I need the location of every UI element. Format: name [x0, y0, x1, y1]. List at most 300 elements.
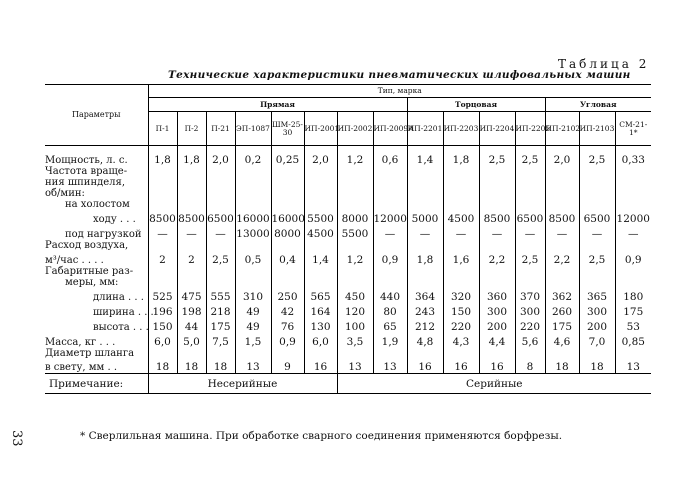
table-row — [45, 266, 651, 277]
value-cell — [443, 277, 479, 288]
value-cell — [337, 240, 373, 251]
value-cell — [545, 177, 579, 188]
value-cell — [235, 277, 271, 288]
value-cell: 4,3 — [443, 333, 479, 348]
value-cell — [579, 199, 615, 210]
value-cell: — — [443, 225, 479, 240]
value-cell — [148, 348, 177, 359]
model-header: ИП-2201 — [407, 112, 443, 146]
value-cell — [271, 177, 304, 188]
value-cell — [545, 266, 579, 277]
table-row — [45, 166, 651, 177]
value-cell — [515, 348, 545, 359]
value-cell: 130 — [304, 318, 337, 333]
param-label: Диаметр шланга — [45, 347, 135, 359]
value-cell: 1,6 — [443, 251, 479, 266]
value-cell: 362 — [545, 288, 579, 303]
value-cell: 2,5 — [515, 251, 545, 266]
value-cell — [177, 348, 206, 359]
value-cell — [373, 266, 407, 277]
value-cell: — — [148, 225, 177, 240]
value-cell: 13 — [373, 359, 407, 374]
value-cell: 16000 — [235, 210, 271, 225]
note-row — [45, 374, 651, 394]
value-cell — [206, 199, 235, 210]
value-cell: 2 — [148, 251, 177, 266]
value-cell — [615, 177, 651, 188]
value-cell — [337, 199, 373, 210]
value-cell — [235, 199, 271, 210]
model-header: ИП-2103 — [579, 112, 615, 146]
param-label: м³/час . . . . — [45, 254, 104, 266]
value-cell — [271, 348, 304, 359]
value-cell: 150 — [148, 318, 177, 333]
value-cell: 0,5 — [235, 251, 271, 266]
spec-table — [45, 84, 651, 394]
value-cell — [177, 240, 206, 251]
value-cell: 100 — [337, 318, 373, 333]
table-row — [45, 348, 651, 359]
value-cell — [304, 240, 337, 251]
value-cell: 475 — [177, 288, 206, 303]
model-header: ИП-2204 — [479, 112, 515, 146]
value-cell: 9 — [271, 359, 304, 374]
value-cell: 250 — [271, 288, 304, 303]
value-cell: 3,5 — [337, 333, 373, 348]
value-cell: 1,8 — [148, 146, 177, 166]
value-cell: — — [515, 225, 545, 240]
value-cell: 16 — [443, 359, 479, 374]
value-cell — [206, 277, 235, 288]
value-cell — [373, 277, 407, 288]
table-row — [45, 333, 651, 348]
value-cell — [304, 266, 337, 277]
param-label: Габаритные раз- — [45, 265, 134, 277]
value-cell: 6500 — [579, 210, 615, 225]
table-row — [45, 251, 651, 266]
value-cell — [479, 277, 515, 288]
value-cell — [443, 177, 479, 188]
value-cell — [479, 166, 515, 177]
value-cell — [337, 266, 373, 277]
page-number: 33 — [9, 430, 24, 447]
value-cell: 4,6 — [545, 333, 579, 348]
value-cell — [373, 177, 407, 188]
value-cell: 300 — [579, 303, 615, 318]
value-cell — [373, 240, 407, 251]
value-cell: 0,9 — [271, 333, 304, 348]
value-cell: 300 — [479, 303, 515, 318]
value-cell: 0,2 — [235, 146, 271, 166]
table-row — [45, 146, 651, 166]
note-label: Примечание: — [45, 374, 148, 394]
value-cell: — — [579, 225, 615, 240]
value-cell: 2,2 — [479, 251, 515, 266]
model-header: П-1 — [148, 112, 177, 146]
table-row — [45, 277, 651, 288]
value-cell: 7,0 — [579, 333, 615, 348]
value-cell — [615, 240, 651, 251]
value-cell: 2,5 — [479, 146, 515, 166]
value-cell — [235, 188, 271, 199]
table-caption: Технические характеристики пневматических шлифовальных машин — [168, 69, 631, 81]
value-cell — [515, 199, 545, 210]
table-row — [45, 188, 651, 199]
value-cell — [479, 348, 515, 359]
param-label: ширина . . . — [93, 306, 154, 318]
value-cell: 16000 — [271, 210, 304, 225]
value-cell: 198 — [177, 303, 206, 318]
value-cell: 220 — [443, 318, 479, 333]
value-cell — [235, 177, 271, 188]
value-cell: 44 — [177, 318, 206, 333]
value-cell — [148, 188, 177, 199]
value-cell — [515, 188, 545, 199]
value-cell: 5,6 — [515, 333, 545, 348]
table-row — [45, 225, 651, 240]
value-cell — [206, 166, 235, 177]
value-cell — [579, 277, 615, 288]
param-label: ния шпинделя, — [45, 176, 126, 188]
value-cell: 180 — [615, 288, 651, 303]
value-cell: 13 — [235, 359, 271, 374]
params-header: Параметры — [45, 85, 148, 146]
value-cell: 12000 — [373, 210, 407, 225]
value-cell: 365 — [579, 288, 615, 303]
value-cell: 260 — [545, 303, 579, 318]
value-cell — [407, 348, 443, 359]
table-row — [45, 210, 651, 225]
value-cell: 5500 — [337, 225, 373, 240]
value-cell — [373, 166, 407, 177]
value-cell — [545, 277, 579, 288]
value-cell: 18 — [177, 359, 206, 374]
value-cell: 13000 — [235, 225, 271, 240]
value-cell — [615, 277, 651, 288]
model-header: П-2 — [177, 112, 206, 146]
model-header: ИП-2203 — [443, 112, 479, 146]
value-cell: 0,33 — [615, 146, 651, 166]
value-cell — [337, 277, 373, 288]
value-cell — [235, 266, 271, 277]
table-label: Таблица 2 — [558, 57, 650, 71]
value-cell: 5000 — [407, 210, 443, 225]
value-cell — [515, 166, 545, 177]
value-cell: 18 — [148, 359, 177, 374]
value-cell — [206, 266, 235, 277]
group-straight-header: Прямая — [148, 98, 407, 112]
group-angle-header: Угловая — [545, 98, 651, 112]
value-cell: 8500 — [479, 210, 515, 225]
param-label: на холостом — [65, 198, 130, 210]
value-cell — [206, 188, 235, 199]
value-cell — [545, 166, 579, 177]
value-cell: 0,9 — [373, 251, 407, 266]
value-cell: 2 — [177, 251, 206, 266]
value-cell — [177, 166, 206, 177]
value-cell — [579, 166, 615, 177]
value-cell — [407, 188, 443, 199]
value-cell: 18 — [579, 359, 615, 374]
value-cell — [479, 199, 515, 210]
value-cell: 310 — [235, 288, 271, 303]
param-label: длина . . . — [93, 291, 144, 303]
value-cell: 164 — [304, 303, 337, 318]
param-label: Мощность, л. с. — [45, 154, 128, 166]
value-cell — [579, 348, 615, 359]
value-cell — [304, 166, 337, 177]
value-cell: 4,4 — [479, 333, 515, 348]
value-cell: 2,0 — [206, 146, 235, 166]
value-cell — [443, 348, 479, 359]
value-cell: — — [206, 225, 235, 240]
table-row — [45, 177, 651, 188]
value-cell — [443, 199, 479, 210]
param-label: Расход воздуха, — [45, 239, 129, 251]
table-row — [45, 318, 651, 333]
value-cell — [373, 188, 407, 199]
value-cell — [304, 348, 337, 359]
value-cell — [148, 277, 177, 288]
value-cell: 7,5 — [206, 333, 235, 348]
value-cell — [515, 277, 545, 288]
value-cell: — — [615, 225, 651, 240]
model-header: ЭП-1087 — [235, 112, 271, 146]
value-cell: 1,5 — [235, 333, 271, 348]
value-cell — [443, 240, 479, 251]
model-header: ИП-2205 — [515, 112, 545, 146]
value-cell: 8 — [515, 359, 545, 374]
value-cell: 175 — [206, 318, 235, 333]
param-label: Масса, кг . . . — [45, 336, 116, 348]
value-cell: 5,0 — [177, 333, 206, 348]
value-cell: — — [545, 225, 579, 240]
value-cell: 16 — [304, 359, 337, 374]
param-label: в свету, мм . . — [45, 362, 118, 373]
value-cell — [271, 199, 304, 210]
type-mark-header: Тип, марка — [148, 85, 651, 98]
value-cell: 6,0 — [304, 333, 337, 348]
value-cell: 555 — [206, 288, 235, 303]
value-cell: 0,4 — [271, 251, 304, 266]
value-cell: 320 — [443, 288, 479, 303]
value-cell: 0,9 — [615, 251, 651, 266]
value-cell — [337, 166, 373, 177]
value-cell: 4500 — [443, 210, 479, 225]
value-cell: 2,5 — [579, 251, 615, 266]
value-cell: 175 — [545, 318, 579, 333]
value-cell — [373, 348, 407, 359]
value-cell: 18 — [206, 359, 235, 374]
value-cell — [579, 177, 615, 188]
value-cell: — — [407, 225, 443, 240]
table-row — [45, 359, 651, 374]
value-cell: 1,8 — [177, 146, 206, 166]
param-label: ходу . . . — [93, 213, 136, 225]
model-header: ИП-2102 — [545, 112, 579, 146]
value-cell: 440 — [373, 288, 407, 303]
value-cell — [479, 240, 515, 251]
value-cell — [545, 199, 579, 210]
value-cell: 1,4 — [304, 251, 337, 266]
value-cell: 212 — [407, 318, 443, 333]
value-cell: 150 — [443, 303, 479, 318]
value-cell — [579, 266, 615, 277]
model-header: ИП-2001 — [304, 112, 337, 146]
table-row — [45, 303, 651, 318]
value-cell: 8500 — [545, 210, 579, 225]
value-cell — [407, 177, 443, 188]
value-cell — [479, 266, 515, 277]
value-cell — [615, 166, 651, 177]
value-cell: 18 — [545, 359, 579, 374]
value-cell — [177, 188, 206, 199]
value-cell: 6500 — [206, 210, 235, 225]
value-cell — [206, 240, 235, 251]
value-cell — [235, 166, 271, 177]
footnote: * Сверлильная машина. При обработке сварного соединения применяются борфрезы. — [80, 430, 563, 442]
value-cell — [271, 240, 304, 251]
value-cell: 2,5 — [579, 146, 615, 166]
value-cell — [479, 188, 515, 199]
value-cell: 360 — [479, 288, 515, 303]
value-cell: 13 — [615, 359, 651, 374]
table-row — [45, 288, 651, 303]
value-cell: 1,2 — [337, 146, 373, 166]
value-cell: 8500 — [177, 210, 206, 225]
param-label: высота . . . — [93, 321, 149, 333]
value-cell — [177, 177, 206, 188]
value-cell: — — [479, 225, 515, 240]
value-cell: 16 — [479, 359, 515, 374]
value-cell — [271, 188, 304, 199]
value-cell: 4500 — [304, 225, 337, 240]
value-cell: 2,0 — [304, 146, 337, 166]
value-cell: 565 — [304, 288, 337, 303]
table-row — [45, 199, 651, 210]
model-header: ШМ-25-30 — [271, 112, 304, 146]
value-cell: 12000 — [615, 210, 651, 225]
value-cell — [373, 199, 407, 210]
value-cell: 0,25 — [271, 146, 304, 166]
value-cell — [337, 348, 373, 359]
value-cell: 200 — [479, 318, 515, 333]
value-cell: 175 — [615, 303, 651, 318]
value-cell — [148, 177, 177, 188]
value-cell — [615, 348, 651, 359]
non-serial-label: Несерийные — [148, 374, 337, 394]
value-cell: 0,85 — [615, 333, 651, 348]
model-header: ИП-2009А — [373, 112, 407, 146]
value-cell: 49 — [235, 318, 271, 333]
value-cell — [206, 348, 235, 359]
value-cell: 65 — [373, 318, 407, 333]
value-cell: 1,2 — [337, 251, 373, 266]
value-cell — [615, 266, 651, 277]
value-cell: 196 — [148, 303, 177, 318]
value-cell — [304, 177, 337, 188]
value-cell: 525 — [148, 288, 177, 303]
value-cell: 8000 — [271, 225, 304, 240]
value-cell: — — [373, 225, 407, 240]
serial-label: Серийные — [337, 374, 651, 394]
model-header: П-21 — [206, 112, 235, 146]
group-end-header: Торцовая — [407, 98, 545, 112]
value-cell — [148, 166, 177, 177]
value-cell: 49 — [235, 303, 271, 318]
value-cell: 2,5 — [206, 251, 235, 266]
value-cell — [545, 240, 579, 251]
value-cell: 5500 — [304, 210, 337, 225]
value-cell — [148, 266, 177, 277]
value-cell: 53 — [615, 318, 651, 333]
value-cell — [337, 177, 373, 188]
value-cell — [443, 266, 479, 277]
value-cell: 16 — [407, 359, 443, 374]
param-label: об/мин: — [45, 187, 85, 199]
value-cell — [304, 199, 337, 210]
value-cell: 218 — [206, 303, 235, 318]
value-cell — [515, 266, 545, 277]
value-cell — [407, 266, 443, 277]
value-cell — [407, 277, 443, 288]
value-cell: 13 — [337, 359, 373, 374]
value-cell: 120 — [337, 303, 373, 318]
value-cell: 8500 — [148, 210, 177, 225]
value-cell: 1,4 — [407, 146, 443, 166]
value-cell: 1,9 — [373, 333, 407, 348]
value-cell: 300 — [515, 303, 545, 318]
value-cell — [545, 188, 579, 199]
value-cell — [177, 199, 206, 210]
value-cell — [515, 240, 545, 251]
value-cell: 1,8 — [443, 146, 479, 166]
value-cell — [479, 177, 515, 188]
value-cell: 80 — [373, 303, 407, 318]
value-cell — [148, 199, 177, 210]
param-label: меры, мм: — [65, 276, 119, 288]
model-header: СМ-21-1* — [615, 112, 651, 146]
value-cell: 370 — [515, 288, 545, 303]
value-cell: 243 — [407, 303, 443, 318]
value-cell — [579, 240, 615, 251]
value-cell: 6,0 — [148, 333, 177, 348]
param-label: под нагрузкой — [65, 228, 142, 240]
value-cell — [407, 166, 443, 177]
value-cell — [407, 240, 443, 251]
value-cell — [304, 277, 337, 288]
value-cell — [515, 177, 545, 188]
value-cell — [235, 348, 271, 359]
value-cell — [443, 166, 479, 177]
value-cell: 200 — [579, 318, 615, 333]
value-cell: 42 — [271, 303, 304, 318]
value-cell — [271, 166, 304, 177]
value-cell: 2,5 — [515, 146, 545, 166]
value-cell: 76 — [271, 318, 304, 333]
value-cell: 2,2 — [545, 251, 579, 266]
value-cell — [235, 240, 271, 251]
table-body — [45, 146, 651, 374]
value-cell: 8000 — [337, 210, 373, 225]
value-cell — [407, 199, 443, 210]
value-cell — [304, 188, 337, 199]
value-cell — [443, 188, 479, 199]
value-cell — [579, 188, 615, 199]
value-cell: — — [177, 225, 206, 240]
value-cell: 1,8 — [407, 251, 443, 266]
value-cell — [615, 188, 651, 199]
